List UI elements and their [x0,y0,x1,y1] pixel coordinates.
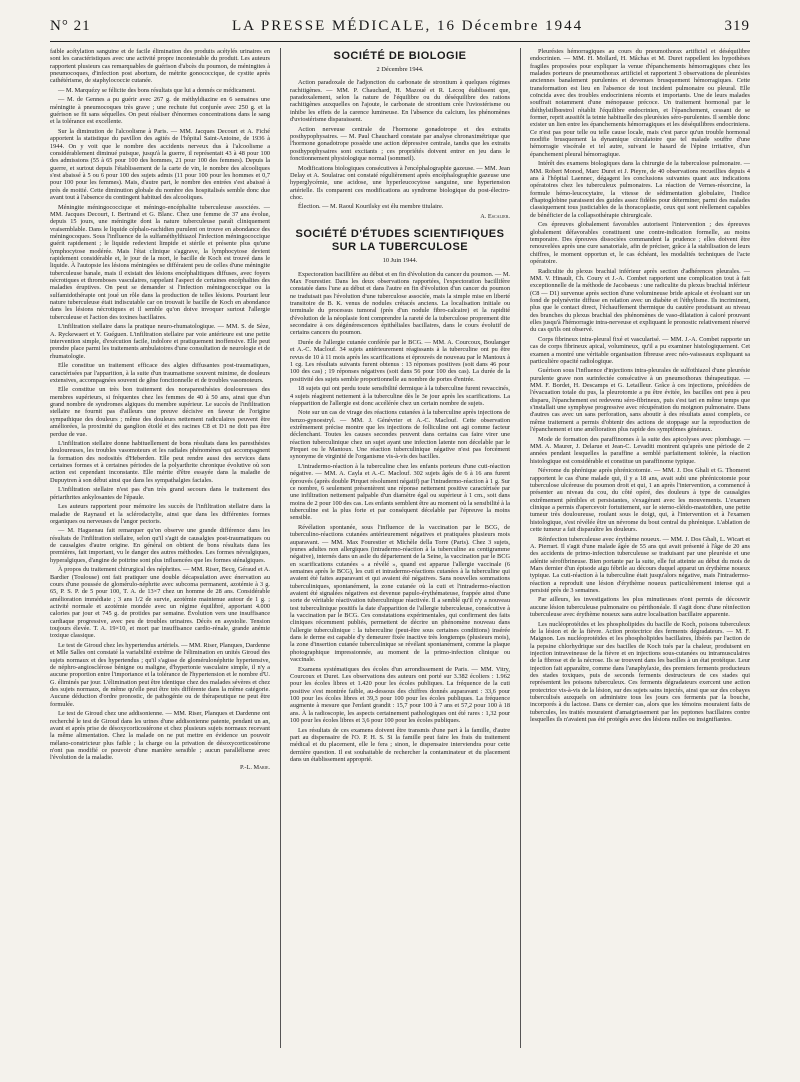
paragraph: Modifications biologiques consécutives à l'encéphalographie gazeuse. — MM. Jean Delay et A. Soulairac ont constaté régulièrement après encéphalographie gazeuse une hyperglycémie, une acidose, une hyperleucocytose sanguine, une hypertension artérielle. Ils comparent ces modifications au syndrome biologique du post-électro-choc. [290,164,510,201]
paragraph: Les nucléoprotéides et les phospholipides du bacille de Koch, poisons tuberculeux de la lésion et de la fièvre. Action protectrice des ferments dégradateurs. — M. F. Maignon. Les nucléoprotéides et les phospholipides bacillaires, libérés par l'action de la pepsine chlorhydrique sur des bacilles de Koch tués par la chaleur, produisent en injection intraveineuse de la fièvre et en injections sous-cutanées ou intramusculaires de la fibrose et de la nécrose. Ils se trouvent dans les bacilles à un état protéique. Leur injection fait apparaître, comme dans l'anaphylaxie, des premiers ferments producteurs des stades toxiques, puis de seconds ferments destructeurs de ces stades qui représentent les poisons tuberculeux. Ces ferments dégradateurs exercent une action protectrice vis-à-vis de la lésion, sur des sujets sains injectés, ainsi que sur des cobayes tuberculisés auxquels on administre tous les jours ces ferments par la bouche, incorporés à du lactose. Dans ce dernier cas, alors que les témoins mouraient faits de tubercules, les traités mouraient d'amaigrissement par les peptones bacillaires contre lesquelles ils n'avaient pas été protégés avec des lésions nulles ou insignifiantes. [530,620,750,724]
paragraph: Par ailleurs, les investigations les plus minutieuses n'ont permis de découvrir aucune lésion tuberculeuse pulmonaire ou périthonéale. Il s'agit donc d'une réinfection tuberculeuse avec érythème noueux sans autre localisation bacillaire apparente. [530,596,750,619]
paragraph: Les auteurs rapportent pour mémoire les succès de l'infiltration stellaire dans la maladie de Raynaud et la sclérodactylie, ainsi que dans les différentes formes organiques ou nerveuses de l'angor pectoris. [50,503,270,525]
paragraph: Pleurésies hémorragiques au cours du pneumothorax artificiel et déséquilibre endocrinien. — MM. H. Mollard, H. Mâchas et M. Duret rappellent les hypothèses fragiles proposées pour expliquer la venue d'épanchements hémorragiques chez les malades porteurs de pneumothorax artificiel et rapportent 3 observations de pleurésies anciennes banalement purulentes et devenues brusquement hémorragiques. Cette transformation est lieu en l'absence de tout incident pulmonaire ou pleural. Elle coïncida avec des troubles endocriniens récents et importants. Une de leurs malades souffrait notamment d'une ménopause précoce. Un traitement hormonal par le diéthylstilbœstrol rétablit l'équilibre endocrinien, et l'épanchement, cessant de se former, reprit aussitôt la teinte habituelle des pleurésies séro-purulentes. Il semble donc exister un lien entre les épanchements hémorragiques et les déséquilibres endocriniens. Ce n'est pas pour telle ou telle cause locale, mais c'est parce qu'un trouble hormonal modifie brusquement la dynamique circulatoire que tel malade souffre d'une hémorragie viscérale et tel autre, suivant le hasard de l'épine irritative, d'un épanchement pleural hémorragique. [530,48,750,158]
column-divider [520,48,521,1048]
author-signature: A. Escalier. [480,212,510,220]
paragraph: Mode de formation des paraffinomes à la suite des apicolyses avec plombage. — MM. A. Maurer, J. Delarue et Jean-C. Levaditi montrent qu'après une période de 2 années pendant lesquelles la paraffine a semblé parfaitement tolérée, la réaction histologique est considérable et constitue un paraffinome typique. [530,435,750,465]
paragraph: Durée de l'allergie cutanée conférée par le BCG. — MM. A. Courcoux, Boulanger et A.-C. Maclouf. 34 sujets antérieurement réagissants à la tuberculine ont pu être revus de 10 à 11 mois après les scarifications et éprouvés de nouveau par le Mantoux à 1 cg. Les résultats suivants furent obtenus : 13 réponses positives (soit dans 46 pour 100 des cas) ; 19 réponses négatives (soit dans 56 pour 100 des cas). La durée de la positivité des sujets semble proportionnelle au nombre de portes d'entrée. [290,338,510,383]
paragraph: Expectoration bacillifère au début et en fin d'évolution du cancer du poumon. — M. Max Fourestier. Dans les deux observations rapportées, l'expectoration bacillifère constatée dans l'une au début et dans l'autre en fin d'évolution d'un cancer du poumon ne traduisait pas l'évolution d'une tuberculose associée, mais la simple mise en liberté transitoire de B. K. venus de nodules crétacés anciens. La localisation initiale ou terminale du processus tumoral (près d'un nodule fibro-calcaire) et la rapidité d'évolution de la néoplasie font comprendre la rareté de la tuberculose proprement dite secondaire à ces dégénérescences épithéliales bacillaires, dans le cours évolutif de certains cancers du poumon. [290,270,510,337]
paragraph: Corps fibrineux intra-pleural fixé et vascularisé. — MM. J.-A. Combet rapporte un cas de corps fibrineux apical, volumineux, qu'il a pu examiner histologiquement. Cet examen a montré une véritable organisation fibreuse avec néo-vaisseaux expliquant sa particulière opacité radiologique. [530,335,750,365]
section-date: 2 Décembre 1944. [376,66,424,73]
paragraph: L'infiltration stellaire donne habituellement de bons résultats dans les paresthésies douloureuses, les troubles vasomoteurs et les radiales phénomènes qui accompagnent la formation des nodosités d'Heberden. Elle peut rendre aussi des services dans certaines formes et à certaines périodes de la polyarthrite chronique évolutive où son action est cependant inconstante. Elle mérite d'être essayée dans la maladie de Dupuytren à son début ainsi que dans les sympathalgies faciales. [50,440,270,484]
paragraph: — M. Marquézy se félicite des bons résultats que lui a donnés ce médicament. [58,86,256,94]
paragraph: Radiculite du plexus brachial inférieur après section d'adhérences pleurales. — MM. V. Hinault, Ch. Coury et J.-A. Combet rapportent une complication tout à fait exceptionnelle de la méthode de Jacobaeus : une radiculite du plexus brachial inférieur (C8 — D1) survenue après section d'une volumineuse bride apicale et évoluant sur un fond de polynévrite diffuse en relation avec un diabète et l'éthylisme. Ils incriminent, plus que le contact direct, l'échauffement thermique du cautère produisant au niveau des branches du plexus brachial des phénomènes de vaso-dilatation à caloré prouvant elles jusqu'à l'hémorragie intra-nerveuse et expliquant le pronostic relativement réservé du cas qu'ils ont observé. [530,267,750,334]
issue-number: N° 21 [50,18,91,34]
paragraph: Elle constitue un traitement efficace des algies diffusantes post-traumatiques, caractérisées par l'apparition, à la suite d'un traumatisme souvent minime, de douleurs extensives, accompagnées souvent de gêne fonctionnelle et de troubles vasomoteurs. [50,362,270,384]
paragraph: L'infiltration stellaire dans la pratique neuro-rhumatologique. — MM. S. de Sèze, A. Ryckewaert et Y. Guéguen. L'infiltration stellaire par voie antérieure est une petite intervention simple, d'exécution facile, indolore et pratiquement inoffensive. Elle peut prendre place parmi les traitements ambulatoires d'une consultation de neurologie et de rhumatologie. [50,323,270,360]
paragraph: Action paradoxale de l'adjonction du carbonate de strontium à quelques régimes rachitigènes. — MM. P. Chauchard, H. Mazoué et R. Lecoq établissent que, paradoxalement, selon la nature de l'équilibre ou du déséquilibre des rations rachitigènes auxquelles on l'ajoute, le carbonate de strontium crée l'uviostérisme ou inhibe les effets de la carence lumineuse. En l'absence du calcium, les phénomènes d'uviostérisme disparaissent. [290,79,510,124]
column-right [530,48,750,1048]
paragraph: L'infiltration stellaire n'est pas d'un très grand secours dans le traitement des périarthrites ankylosantes de l'épaule. [50,486,270,501]
paragraph: Le test de Giroud chez les hypertendus artériels. — MM. Riser, Planques, Dardenne et Mlle Salles ont constaté la variabilité extrême de l'élimination en unités Giroud des sujets normaux et des hypertendus ; qu'il s'agisse de glomérulonéphrite hypertensive, de néphro-angiosclérose bénigne ou maligne, d'hypertonie vasculaire simple, il n'y a aucune proportion entre l'importance et la tolérance de l'hypertension et le nombre d'U. G. éliminés par jour. L'élimination peut être identique chez des malades sévères et chez des sujets normaux, de même qu'elle peut être très différente dans la même catégorie. Aucune déduction d'ordre pronostic, de pathogénie ou de thérapeutique ne peut être formulée. [50,641,270,708]
paragraph: Les résultats de ces examens doivent être transmis d'une part à la famille, d'autre part au dispensaire de l'O. P. H. S. Si la famille peut faire les frais du traitement médical et du placement, elle le fera ; sinon, le dispensaire interviendra pour cette dernière question. Il est souhaitable de rechercher la contaminateur et du placement dans un établissement approprié. [290,726,510,763]
column-left [50,48,270,1048]
running-header [50,18,750,40]
paragraph: À propos du traitement chirurgical des néphrites. — MM. Riser, Becq, Géraud et A. Bardier (Toulouse) ont fait pratiquer une double décapsulation avec énervation au cours d'une poussée de glomérulo-néphrite avec subcoma permanent, azotémie à 3 g. 65, P. S. P. de 5 pour 100, T. A. de 13×7 chez un homme de 28 ans. Considérable amélioration immédiate ; 3 ans 1/2 de survie, azotémie maintenue autour de 1 g. ; activité normale et azotémie mondée avec un régime équilibré, apportant 4.000 calories par jour et 745 g. de protides par semaine. Évolution vers une insuffisance cardiaque progressive, avec peu de troubles urinaires. Décès en asystolie. Tension toujours élevée. T. A. 19×10, et mort par insuffisance cardio-rénale, grande anémie toxique classique. [50,566,270,640]
paragraph: — M. Haguenau fait remarquer qu'on observe une grande différence dans les résultats de l'infiltration stellaire, selon qu'il s'agit de causalgies post-traumatiques ou de causalgies d'autre origine. En général on obtient de bons résultats dans les premières, fait important, vu le danger des autres méthodes. Les formes névralgiques, hyperalgiques, d'angine de poitrine sont plus influencées que les formes sténalgiques. [50,527,270,564]
section-title: SOCIÉTÉ D'ÉTUDES SCIENTIFIQUES [295,228,505,241]
paragraph: faible acétylation sanguine et de facile élimination des produits acétylés urinaires en sont les caractéristiques avec une activité propre incontestable du produit. Les auteurs rapportent plusieurs cas remarquables de guérison d'abcès du poumon, de méningites à pneumocoques, d'infection post abortum, de métrite gonococcique, de cystite après cathétérisme, de staphylococcie cutanée. [50,48,270,85]
paragraph: Sur la diminution de l'alcoolisme à Paris. — MM. Jacques Decourt et A. Fiché apportent la statistique du pavillon des agités de l'hôpital Saint-Antoine, de 1936 à 1944. On y voit que le nombre des accidents nerveux dus à l'alcoolisme a considérablement diminué puisque, jusqu'à la guerre, il représentait 43 à 48 pour 100 des admissions (55 à 65 pour 100 des hommes, 21 pour 100 des femmes). Depuis la guerre, et surtout depuis l'établissement de la carte de vin, le nombre des alcooliques s'est abaissé à 5 ou 6 pour 100 des sujets admis (11 pour 100 pour les hommes et 0,7 pour 100 pour les femmes). Mais, d'autre part, le nombre des entrées s'est abaissé à près de moitié. Cette diminution globale du nombre des hospitalisés semble donc due avant tout à l'absence du contingent habituel des alcooliques. [50,128,270,202]
page-number: 319 [724,18,750,34]
paragraph: Examens systématiques des écoles d'un arrondissement de Paris. — MM. Vitry, Courcoux et Duret. Les observations des auteurs ont porté sur 3.382 écoliers : 1.962 pour les écoles libres et 1.420 pour les écoles publiques. La fréquence de la cuti positive s'est montrée faible, au-dessous des chiffres donnés auparavant : 33,6 pour 100 pour les écoles libres et 39,3 pour 100 pour les écoles publiques. La fréquence augmente à mesure que l'enfant grandit : 15,7 pour 100 à 7 ans et 57,2 pour 100 à 18 ans. À la radioscopie, les aspects certainement pathologiques ont été rares : 1,32 pour 100 pour les écoles libres et 3,6 pour 100 pour les écoles publiques. [290,665,510,725]
paragraph: Élection. — M. Raoul Kourilsky est élu membre titulaire. [298,203,444,211]
paragraph: — M. de Gennes a pu guérir avec 267 g. de méthyldiazine en 6 semaines une méningite à pneumocoques très grave ; une rechute fut conjurée avec 250 g. et la guérison se fit sans séquelles. On peut réaliser d'énormes concentrations dans le sang et la tolérance est excellente. [50,96,270,126]
paragraph: L'intradermo-réaction à la tuberculine chez les enfants porteurs d'une cuti-réaction négative. — MM. A. Cayla et A.-C. Maclouf. 302 sujets âgés de 6 à 16 ans furent éprouvés (après double Pirquet résolument négatif) par l'intradermo-réaction à 1 g. Sur ce nombre, 6 seulement présentèrent une réponse nettement positive caractérisée par une infiltration nettement palpable d'un diamètre égal ou supérieur à 1 cm., soit dans moins de 2 pour 100 des cas. Les enfants semblent être au moment où la sensibilité à la tuberculine est la plus forte et par conséquent décelable par l'épreuve la moins sensible. [290,462,510,522]
section-date: 10 Juin 1944. [382,257,418,265]
paragraph: Ces épreuves globalement favorables autorisent l'intervention ; des épreuves globalement défavorables constituent une contre-indication formelle, au moins temporaire. Des épreuves dissociées commandent la prudence ; elles doivent être renouvelées après une cure sanatoriale, afin de préciser, grâce à la stabilisation de leurs chiffres, le moment opportun et, le cas échéant, les modalités techniques de l'acte opératoire. [530,221,750,265]
paragraph: Note sur un cas de virage des réactions cutanées à la tuberculine après injections de benzo-gynoestryl. — MM. J. Génévrier et A.-C. Maclouf. Cette observation extrêmement précise montre que les injections de folliculine ont agi comme facteur déclenchant. Toutes les causes secondes peuvent dans certains cas faire virer une réaction tuberculinique chez un sujet ayant une infection latente non décelable par le Pirquet ou le Mantoux. Une réaction tuberculinique négative n'est pas forcément synonyme de virginité de l'organisme vis-à-vis des bacilles. [290,409,510,461]
paragraph: Méningite méningococcique et méningo-encéphalite tuberculeuse associées. — MM. Jacques Decourt, I. Bertrand et G. Blanc. Chez une femme de 37 ans évolue, depuis 15 jours, une méningite dont la nature tuberculeuse paraît cliniquement vraisemblable. Dans le liquide céphalo-rachidien purulent on trouve en abondance des méningocoques. Sous l'influence de la sulfaméthylthiazol l'infection méningococcique guérit rapidement ; le liquide redevient limpide et stérile et présente plus qu'une lymphocytose modérée. Mais l'état clinique s'aggrave, la lymphocytose devient rapidement considérable et, le jour de la mort, le bacille de Koch est trouvé dans le liquide. À l'autopsie les lésions méningées se différaient peu de celles d'une méningite tuberculeuse banale, mais il existait des lésions encéphalitiques diffuses, avec foyers nécrotiques et thromboses vasculaires, rappelant l'aspect de certaines encéphalites des maladies éruptives. On peut se demander si l'infection méningococcique ou la sulfamidothérapie ont joué un rôle dans la production de telles lésions. Pourtant leur nature tuberculeuse était indiscutable car on trouvait le bacille de Koch en abondance dans les lésions nécrotiques et il semble qu'on doive invoquer surtout l'allergie tuberculeuse et l'action des toxines bacillaires. [50,203,270,321]
column-middle [290,48,510,1048]
section-title: SUR LA TUBERCULOSE [331,241,469,254]
paragraph: Le test de Giroud chez une addisonienne. — MM. Riser, Planques et Dardenne ont recherché le test de Giroud dans les urines d'une addisonienne patente, pendant un an, avant et après prise de désoxycorticostérone et chez plusieurs sujets normaux recevant la même alimentation. Chez la malade on ne put mettre en évidence un pouvoir mélano-constricteur plus faible ; la charge ou la privation de désoxycorticostérone n'ont pas modifié ce pouvoir d'une manière sensible ; aucun parallélisme avec l'évolution de la maladie. [50,710,270,762]
paragraph: 18 sujets qui ont perdu toute sensibilité dermique à la tuberculine furent revaccinés, 4 sujets réagirent nettement à la tuberculine dès le 3e jour après les scarifications. La réapparition de l'allergie est donc accélérée chez un certain nombre de sujets. [290,385,510,407]
author-signature: P.-L. Marie. [240,763,270,771]
section-title: SOCIÉTÉ DE BIOLOGIE [333,50,467,62]
paragraph: Action nerveuse centrale de l'hormone gonadotrope et des extraits posthypophysaires. — M. Paul Chauchard constate par analyse chronaximétrique que l'hormone gonadotrope possède une action dépressive centrale, tandis que les extraits posthypophysaires sont excitants ; ces propriétés doivent entrer en jeu dans le fonctionnement physiologique normal (sommeil). [290,125,510,162]
paragraph: Réinfection tuberculeuse avec érythème noueux. — MM. J. Dos Ghali, L. Wicart et A. Pierrart. Il s'agit d'une malade âgée de 55 ans qui avait présenté à l'âge de 20 ans des accidents de primo-infection tuberculeuse se traduisant par une pleurésie et une adénite sérofibrineuse. Bien portante par la suite, elle fut atteinte au début du mois de Mars dernier d'un épisode aigu fébrile au décours duquel apparut un érythème noueux typique. La cuti-réaction à la tuberculine était jusqu'alors négative, mais l'intradermo-réaction a reproduit une lésion d'érythème noueux particulièrement intense qui a persisté près de 3 semaines. [530,535,750,594]
paragraph: Intérêt des examens biologiques dans la chirurgie de la tuberculose pulmonaire. — MM. Robert Monod, Marc Duret et J. Pieyre, de 40 observations recueillies depuis 4 ans à l'hôpital Laennec, dégagent les conclusions suivantes quant aux indications opératoires chez les tuberculeux pulmonaires. La réaction de Vernes-résorcine, la formule hémo-leucocytaire, la vitesse de sédimentation globulaire, l'indice d'haptoglobine paraissent des guides assez fidèles pour déterminer, parmi des malades classiquement tous justiciables de la thoracoplastie, ceux qui sont réellement capables de bénéficier de la collapsothérapie chirurgicale. [530,160,750,219]
column-divider [280,48,281,1048]
paragraph: Elle constitue un très bon traitement des noraparesthésies douloureuses des membres supérieurs, si fréquentes chez les femmes de 40 à 50 ans, ainsi que d'un grand nombre de syndromes algiques du membre supérieur. Le succès de l'infiltration stellaire ne fournit pas d'ailleurs une preuve décisive en faveur de l'origine sympathique des douleurs ; même des douleurs nettement radiculaires peuvent être améliorées, la proximité du ganglion étoilé et des racines C8 et D1 ne doit pas être perdue de vue. [50,386,270,438]
paragraph: Guérison sous l'influence d'injections intra-pleurales de sulfothiazol d'une pleurésie purulente grave non surinfectée consécutive à un pneumothorax thérapeutique. — MM. F. Bordet, H. Descamps et G. Letailleur. Grâce à ces injections, précédées de l'évacuation totale du pus, la pleurotomie a pu être évitée, les bacilles ont peu à peu disparu, l'épanchement est redevenu séro-fibrineux, puis s'est tari en même temps que s'installait une symphyse progressive avec récupération du moignon pulmonaire. Dans d'autres cas avec un sans perforation, sans aboutir à des résultats aussi complets, ce même traitement a permis d'obtenir des actions de stoppage sur la reproduction de l'épanchement et une amélioration plus rapide des symptômes généraux. [530,367,750,434]
journal-title: LA PRESSE MÉDICALE, 16 Décembre 1944 [231,18,584,34]
paragraph: Névrome du phrénique après phrénicotomie. — MM. J. Dos Ghali et G. Thomeret rapportent le cas d'une malade qui, il y a 18 ans, avait subi une phrénicotomie pour tuberculose ulcéreuse du poumon droit et qui, 1 an après l'intervention, a commencé à présenter au niveau du cou, du côté opéré, des douleurs à type de causalgies extrêmement pénibles et persistantes, s'exagérant avec les mouvements. L'examen clinique a permis d'apercevoir fortuitement, sur le sterno-cléido-mastoïdien, une petite tumeur très douloureuse, roulant sous le doigt, qui, à l'intervention et à l'examen histologique, s'est révélée être un névrome du bout central du phrénique. L'ablation de cette tumeur a fait disparaître les douleurs. [530,467,750,533]
header-rule [50,41,750,42]
paragraph: Révélation spontanée, sous l'influence de la vaccination par le BCG, de tuberculino-réactions cutanées antérieurement négatives et pratiquées plusieurs mois auparavant. — MM. Max Fourestier et Michèle della Torre (Paris). Chez 3 sujets, jeunes adultes non allergiques (intradermo-réaction à la tuberculine au centigramme négative), internés dans un asile du département de la Seine, la vaccination par le BCG en scarifications cutanées « a révélé », quand est apparue l'allergie vaccinale (6 semaines après le BCG), les cuti et intradermo-réactions cutanées à la tuberculine qui avaient été faites auparavant et qui avaient été négatives. Sans nouvelles sommations tuberculiniques, spontanément, la zone cutanée où la cuti et l'intradermo-réaction avaient été signalées négatives est devenue papulo-érythémateuse, frappée ainsi d'une sorte de véritable réactivation tuberculinique réactivée. Il a semblé qu'il n'y a nouveau test tuberculinique positifs la date d'apparition de l'allergie tuberculeuse, consécutive à la vaccination par le BCG. Ces constatations expérimentales, qui confirment des faits cliniques récemment publiés, permettent de décrire un phénomène nouveau dans l'allergie tuberculinique : la tuberculine (peut-être sous certaines conditions) insérée dans le derme est capable d'y demeurer fixée inactive très longtemps (plusieurs mois), la zone d'insertion cutanée tuberculinique se révélant spontanément, comme la plaque photographique impressionnée, au moment de la primo-infection clinique ou vaccinale. [290,523,510,664]
